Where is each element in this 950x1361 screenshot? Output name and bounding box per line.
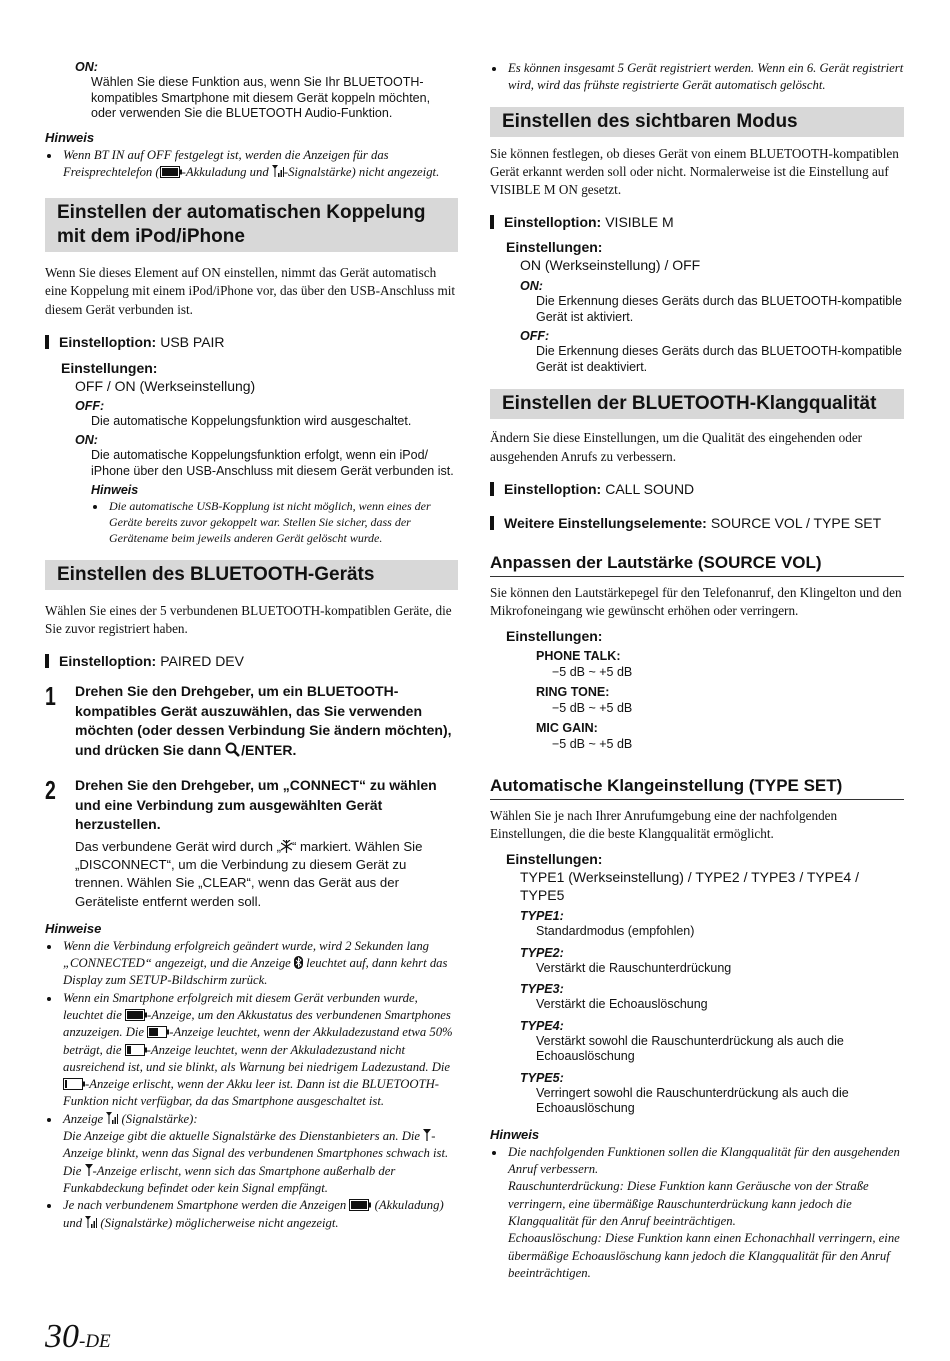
- type3-label: TYPE3:: [520, 982, 564, 997]
- section-auto-pairing: [45, 198, 458, 547]
- battery-full-icon: [349, 1199, 371, 1211]
- option-value: PAIRED DEV: [160, 653, 244, 670]
- signal-icon: [106, 1112, 118, 1125]
- section-sound-quality: [490, 389, 904, 1282]
- option-value: VISIBLE M: [605, 214, 674, 231]
- note-text: -Anzeige, um den Akkustatus des verbundenen Smartphones anzuzeigen. Die: [63, 1007, 451, 1040]
- type2-description: Verstärkt die Rauschunterdrückung: [536, 960, 732, 975]
- off-label: OFF:: [75, 398, 105, 413]
- note-text: Je nach verbundenem Smartphone werden die Anzeigen: [63, 1198, 350, 1213]
- note-text: (Signalstärke):: [118, 1111, 198, 1126]
- type4-label: TYPE4:: [520, 1018, 564, 1033]
- section-heading: Einstellen des sichtbaren Modus: [490, 107, 904, 137]
- option-label: Weitere Einstellungselemente:: [504, 515, 707, 532]
- note-text: -Anzeige blinkt, wenn das Signal des verbundenen Smartphones schwach ist. Die: [63, 1129, 449, 1178]
- section-body: Sie können festlegen, ob dieses Gerät von einem BLUETOOTH-kompatiblen Gerät erkannt werden soll oder nicht. Normalerweise ist die Einstellung auf VISIBLE M ON gesetzt.: [490, 145, 899, 198]
- left-column: [45, 60, 458, 1232]
- hinweise-notes: [45, 938, 458, 1232]
- settings-heading: Einstellungen:: [506, 239, 603, 256]
- marker-bar: [45, 654, 49, 668]
- ring-tone-value: −5 dB ~ +5 dB: [552, 701, 633, 716]
- section-heading: Einstellen der BLUETOOTH-Klangqualität: [490, 389, 904, 419]
- type1-description: Standardmodus (empfohlen): [536, 924, 695, 939]
- step-text-part: , um „CONNECT“ zu wählen und eine Verbindung zum ausgewählten Gerät herzustellen.: [75, 777, 437, 833]
- desc-part: “ markiert. Wählen Sie „DISCONNECT“, um die Verbindung zu diesem Gerät zu trennen. Wählen Sie „CLEAR“, wenn das Gerät aus der Geräteliste entfernt werden soll.: [75, 838, 423, 909]
- note-text: -Anzeige leuchtet, wenn der Akkuladezustand nicht ausreichend ist, und sie blinkt, als Warnung bei niedrigem Ladezustand. Die: [63, 1042, 451, 1074]
- option-label: Einstelloption:: [504, 214, 602, 231]
- section-body: Wenn Sie dieses Element auf ON einstellen, nimmt das Gerät automatisch eine Koppelung mit einem iPod/iPhone vor, das über den USB-Anschluss mit diesem Gerät verbunden ist.: [45, 265, 456, 317]
- hinweis-heading: Hinweis: [45, 129, 95, 145]
- subsection-body: Sie können den Lautstärkepegel für den Telefonanruf, den Klingelton und den Mikrofoneingang wie gewünscht erhöhen oder verringern.: [490, 585, 902, 619]
- section-body: Wählen Sie eines der 5 verbundenen BLUETOOTH-kompatiblen Geräte, die Sie zuvor registriert haben.: [45, 602, 452, 637]
- section-body: Ändern Sie diese Einstellungen, um die Qualität des eingehenden oder ausgehenden Anrufs zu verbessern.: [490, 430, 863, 464]
- step-text-part: , um ein BLUETOOTH-kompatibles Gerät auszuwählen, das Sie verwenden möchten (oder dessen Verbindung Sie ändern möchten), und drücken Sie dann: [75, 683, 452, 758]
- note-item: [61, 990, 458, 1111]
- option-value: USB PAIR: [160, 333, 225, 350]
- settings-value: TYPE1 (Werkseinstellung) / TYPE2 / TYPE3 / TYPE4 / TYPE5: [520, 869, 859, 904]
- on-label: ON:: [520, 279, 543, 294]
- battery-full-icon: [160, 166, 182, 178]
- desc-part: Das verbundene Gerät wird durch „: [75, 838, 281, 854]
- step-text-part: Drehen Sie den: [75, 777, 181, 794]
- setting-option: [490, 480, 904, 498]
- hinweis-block-right: [490, 1127, 904, 1282]
- note-text: -Akkuladung und: [181, 164, 272, 179]
- marker-bar: [490, 516, 494, 530]
- note-text: Wenn die Verbindung erfolgreich geändert wurde, wird 2 Sekunden lang „CONNECTED“ angezeigt, und die Anzeige: [63, 938, 430, 971]
- option-value: SOURCE VOL / TYPE SET: [710, 515, 882, 532]
- note-text: -Signalstärke) nicht angezeigt.: [283, 164, 440, 179]
- hinweis-note: [45, 147, 458, 182]
- option-label: Einstelloption:: [59, 653, 157, 670]
- more-setting-elements: [490, 514, 904, 532]
- subsection-heading: Anpassen der Lautstärke (SOURCE VOL): [490, 552, 904, 577]
- step-2: [45, 776, 458, 910]
- battery-full-icon: [125, 1009, 147, 1021]
- note-text: -Anzeige erlischt, wenn der Akku leer ist. Dann ist die BLUETOOTH-Funktion nicht verfügbar, da das Smartphone ausgeschaltet ist.: [63, 1077, 440, 1109]
- note-item: [61, 938, 458, 990]
- connected-marker-icon: [281, 840, 292, 853]
- note-text: (Akkuladung) und: [63, 1198, 444, 1230]
- battery-half-icon: [147, 1026, 169, 1038]
- phone-talk-value: −5 dB ~ +5 dB: [552, 665, 633, 680]
- type2-label: TYPE2:: [520, 945, 564, 960]
- hinweis-heading: Hinweis: [490, 1126, 540, 1142]
- setting-option: [490, 213, 904, 231]
- phone-talk-label: PHONE TALK:: [536, 648, 621, 663]
- setting-option: [45, 652, 458, 670]
- signal-icon: [85, 1216, 97, 1229]
- hinweis-block-1: [45, 130, 458, 182]
- step-number: 1: [45, 681, 56, 712]
- option-value: CALL SOUND: [605, 481, 695, 498]
- type5-label: TYPE5:: [520, 1070, 564, 1085]
- marker-bar: [45, 335, 49, 349]
- step-text: [75, 682, 458, 760]
- option-label: Einstelloption:: [504, 481, 602, 498]
- note-item: [61, 1111, 458, 1197]
- on-description: Die Erkennung dieses Geräts durch das BLUETOOTH-kompatible Gerät ist aktiviert.: [536, 294, 902, 324]
- type1-label: TYPE1:: [520, 909, 564, 924]
- note-text: Wenn BT IN auf OFF festgelegt ist, werden die Anzeigen für das Freisprechtelefon (: [63, 147, 389, 179]
- note-text: Die Anzeige gibt die aktuelle Signalstärke des Dienstanbieters an. Die: [63, 1129, 424, 1144]
- right-column: [490, 60, 904, 1282]
- settings-heading: Einstellungen:: [506, 627, 603, 644]
- subsection-heading: Automatische Klangeinstellung (TYPE SET): [490, 775, 904, 800]
- step-1: [45, 682, 458, 760]
- hinweise-heading: Hinweise: [45, 920, 102, 936]
- page-number-suffix: -DE: [79, 1331, 111, 1352]
- marker-bar: [490, 215, 494, 229]
- settings-heading: Einstellungen:: [506, 851, 603, 868]
- mic-gain-label: MIC GAIN:: [536, 720, 598, 735]
- section-bluetooth-device: [45, 560, 458, 1232]
- mic-gain-value: −5 dB ~ +5 dB: [552, 737, 633, 752]
- antenna-icon: [85, 1164, 93, 1177]
- off-description: Die automatische Koppelungsfunktion wird ausgeschaltet.: [91, 413, 412, 428]
- search-icon: [225, 742, 241, 757]
- step-number: 2: [45, 775, 56, 806]
- type4-description: Verstärkt sowohl die Rauschunterdrückung als auch die Echoauslöschung: [536, 1033, 844, 1064]
- ring-tone-label: RING TONE:: [536, 684, 610, 699]
- page-number-value: 30: [45, 1318, 79, 1355]
- settings-value: ON (Werkseinstellung) / OFF: [520, 257, 701, 274]
- battery-empty-icon: [63, 1078, 85, 1090]
- note-text: Die nachfolgenden Funktionen sollen die Klangqualität für den ausgehenden Anruf verbessern.: [508, 1144, 900, 1177]
- marker-bar: [490, 482, 494, 496]
- hinweis-notes: [490, 1144, 904, 1282]
- hinweis-note: [91, 499, 458, 546]
- note-text: Echoauslöschung: Diese Funktion kann einen Echonachhall verringern, eine übermäßige Echoauslöschung kann jedoch die Klangqualität für den Anruf beeinträchtigen.: [508, 1231, 900, 1280]
- note-text: leuchtet auf, dann kehrt das Display zum SETUP-Bildschirm zurück.: [63, 956, 448, 988]
- step-text: [75, 776, 458, 835]
- type3-description: Verstärkt die Echoauslöschung: [536, 997, 708, 1012]
- option-label: Einstelloption:: [59, 333, 157, 350]
- note-text: Rauschunterdrückung: Diese Funktion kann Geräusche von der Straße verringern, eine übermäßige Rauschunterdrückung kann jedoch die Klangqualität für den Anruf beeinträchtigen.: [508, 1179, 869, 1228]
- battery-low-icon: [125, 1044, 147, 1056]
- step-text-part: Drehen Sie den: [75, 683, 181, 700]
- heading-line-2: mit dem iPod/iPhone: [57, 226, 245, 248]
- note-text: (Signalstärke) möglicherweise nicht angezeigt.: [97, 1215, 339, 1230]
- top-note: [490, 60, 904, 95]
- on-label: ON:: [75, 433, 98, 448]
- note-text: Anzeige: [63, 1111, 107, 1126]
- on-label: ON:: [75, 60, 98, 74]
- off-label: OFF:: [520, 329, 550, 344]
- step-text-part: /ENTER.: [241, 741, 297, 758]
- settings-heading: Einstellungen:: [61, 359, 158, 376]
- bluetooth-icon: [294, 956, 303, 969]
- note-text: -Anzeige leuchtet, wenn der Akkuladezustand etwa 50% beträgt, die: [63, 1025, 453, 1057]
- note-text: Wenn ein Smartphone erfolgreich mit diesem Gerät verbunden wurde, leuchtet die: [63, 990, 418, 1022]
- settings-value: OFF / ON (Werkseinstellung): [75, 377, 256, 394]
- hinweise-block: [45, 921, 458, 1232]
- step-description: [75, 838, 458, 911]
- section-visible-mode: [490, 107, 904, 376]
- note-item: [506, 1144, 904, 1282]
- on-description: Wählen Sie diese Funktion aus, wenn Sie Ihr BLUETOOTH-kompatibles Smartphone mit diesem Gerät koppeln möchten, oder verwenden Sie die BLUETOOTH Audio-Funktion.: [91, 75, 431, 120]
- section-heading: [45, 198, 458, 252]
- step-text-emph: Drehgeber: [180, 683, 251, 700]
- subsection-body: Wählen Sie je nach Ihrer Anrufumgebung eine der nachfolgenden Einstellungen, die die beste Klangqualität ermöglicht.: [490, 807, 838, 841]
- on-description: Die automatische Koppelungsfunktion erfolgt, wenn ein iPod/ iPhone über den USB-Anschluss mit diesem Gerät verbunden ist.: [91, 448, 454, 478]
- heading-line-1: Einstellen der automatischen Koppelung: [57, 202, 426, 224]
- off-description: Die Erkennung dieses Geräts durch das BLUETOOTH-kompatible Gerät ist deaktiviert.: [536, 344, 902, 374]
- type5-description: Verringert sowohl die Rauschunterdrückung als auch die Echoauslöschung: [536, 1085, 849, 1116]
- step-text-emph: Drehgeber: [180, 777, 251, 794]
- setting-option: [45, 333, 458, 351]
- note-text: -Anzeige erlischt, wenn sich das Smartphone außerhalb der Funkabdeckung befindet oder kein Signal empfängt.: [63, 1163, 396, 1195]
- page-number: [45, 1318, 111, 1361]
- hinweis-heading: Hinweis: [91, 483, 139, 498]
- note-item: [61, 1197, 458, 1232]
- note-item: • Die automatische USB-Kopplung ist nicht möglich, wenn eines der Geräte bereits zuvor gekoppelt war. Stellen Sie sicher, dass der Gerätename beim jeweils anderen Gerät gelöscht wurde.: [107, 499, 458, 546]
- signal-icon: [272, 165, 284, 178]
- subsection-type-set: [490, 775, 904, 1117]
- note-item: • Es können insgesamt 5 Gerät registriert werden. Wenn ein 6. Gerät registriert wird, wird das frühste registrierte Gerät automatisch gelöscht.: [506, 60, 904, 95]
- subsection-source-vol: [490, 552, 904, 753]
- section-heading: Einstellen des BLUETOOTH-Geräts: [45, 560, 458, 590]
